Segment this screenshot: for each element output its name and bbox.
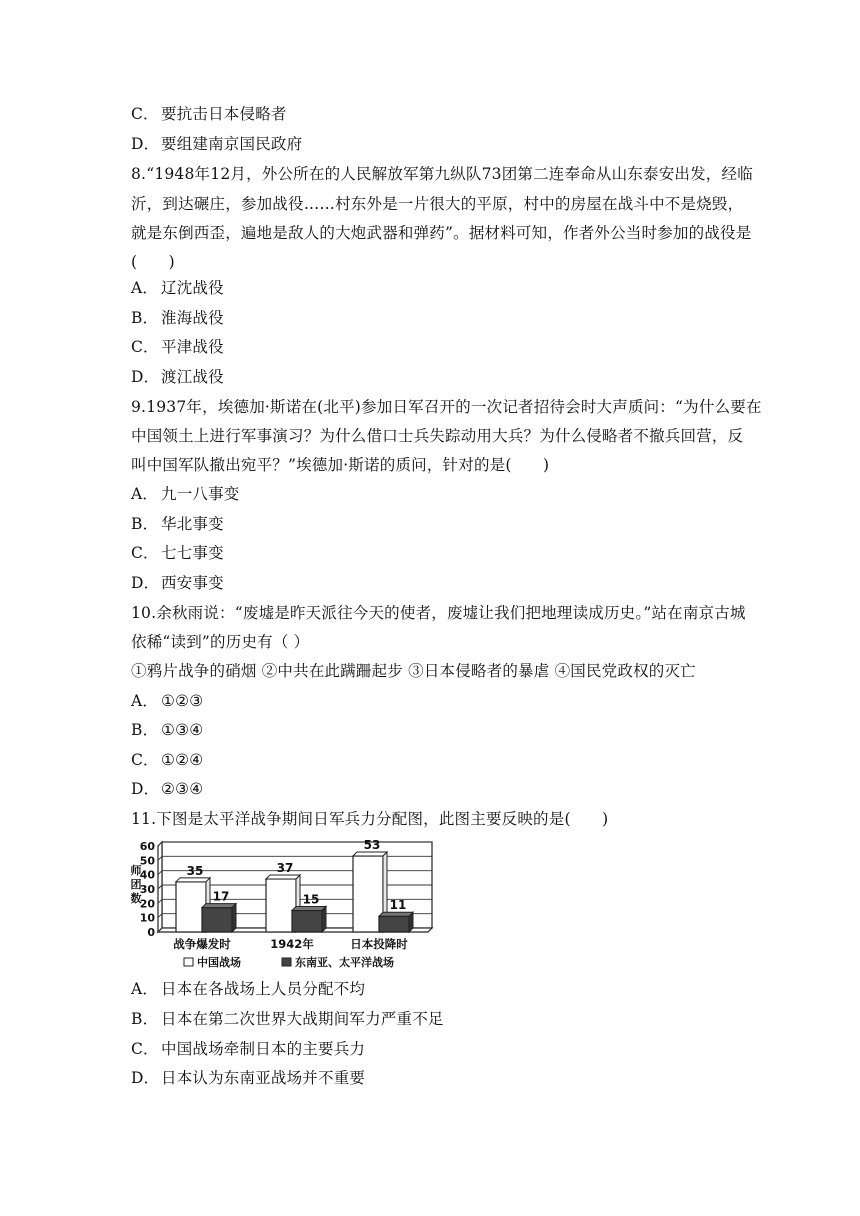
y-axis-label-char: 团 <box>130 878 142 891</box>
q10-option-b: B． ①③④ <box>131 721 204 739</box>
q10-option-a: A． ①②③ <box>131 692 204 710</box>
q9-option-a: A． 九一八事变 <box>131 485 240 503</box>
bar-side <box>322 907 326 933</box>
y-tick-label: 60 <box>139 840 155 853</box>
q8-stem-line-2: 沂，到达碾庄，参加战役……村东外是一片很大的平原，村中的房屋在战斗中不是烧毁， <box>131 195 744 213</box>
bar-pacific <box>292 911 322 933</box>
q9-stem-line-1: 9.1937年，埃德加·斯诺在(北平)参加日军召开的一次记者招待会时大声质问：“为什么要在 <box>131 398 762 416</box>
q11-option-c: C． 中国战场牵制日本的主要兵力 <box>131 1040 366 1058</box>
legend-label: 东南亚、太平洋战场 <box>295 956 394 969</box>
bar-value-label: 17 <box>212 889 230 904</box>
q8-stem-line-1: 8.“1948年12月，外公所在的人民解放军第九纵队73团第二连奉命从山东泰安出发，经临 <box>131 165 753 183</box>
legend-swatch <box>282 958 291 966</box>
q8-option-c: C． 平津战役 <box>131 338 224 356</box>
bar-top <box>353 852 387 856</box>
q10-stem-line-3: ①鸦片战争的硝烟 ②中共在此蹒跚起步 ③日本侵略者的暴虐 ④国民党政权的灭亡 <box>131 662 696 680</box>
q9-option-d: D． 西安事变 <box>131 574 224 592</box>
q8-option-d: D． 渡江战役 <box>131 368 224 386</box>
q8-option-b: B． 淮海战役 <box>131 309 224 327</box>
y-tick-label: 30 <box>139 883 155 896</box>
y-tick-label: 20 <box>139 897 155 911</box>
bar-value-label: 35 <box>186 863 204 878</box>
q11-option-b: B． 日本在第二次世界大战期间军力严重不足 <box>131 1010 444 1028</box>
q10-option-d: D． ②③④ <box>131 780 204 798</box>
bar-value-label: 53 <box>363 838 381 853</box>
q10-stem-line-1: 10.余秋雨说：“废墟是昨天派往今天的使者，废墟让我们把地理读成历史。”站在南京古城 <box>131 604 746 622</box>
legend-label: 中国战场 <box>197 956 241 969</box>
q9-option-c: C． 七七事变 <box>131 544 224 562</box>
bar-pacific <box>379 916 409 932</box>
y-axis-label-char: 数 <box>130 892 142 905</box>
x-category-label: 日本投降时 <box>350 937 408 951</box>
bar-top <box>266 875 300 879</box>
troop-distribution-chart <box>128 838 448 974</box>
q7-option-d: D． 要组建南京国民政府 <box>131 135 303 153</box>
q11-option-d: D． 日本认为东南亚战场并不重要 <box>131 1069 366 1087</box>
q11-stem-line-1: 11.下图是太平洋战争期间日军兵力分配图，此图主要反映的是( ) <box>131 810 609 828</box>
bar-top <box>379 912 413 916</box>
y-tick-label: 50 <box>139 854 155 868</box>
bar-side <box>232 904 236 932</box>
q8-option-a: A． 辽沈战役 <box>131 279 224 297</box>
bar-top <box>176 878 210 882</box>
bar-top <box>202 904 236 908</box>
bar-value-label: 11 <box>389 898 407 913</box>
bar-side <box>409 912 413 932</box>
y-tick-label: 0 <box>147 926 155 939</box>
x-category-label: 战争爆发时 <box>173 937 231 951</box>
q9-stem-line-2: 中国领土上进行军事演习？为什么借口士兵失踪动用大兵？为什么侵略者不撤兵回营，反 <box>131 427 744 445</box>
q7-option-c: C． 要抗击日本侵略者 <box>131 105 287 123</box>
bar-value-label: 37 <box>276 860 294 875</box>
bar-pacific <box>202 908 232 932</box>
q11-option-a: A． 日本在各战场上人员分配不均 <box>131 980 366 998</box>
bar-chart-svg <box>128 838 448 974</box>
x-category-label: 1942年 <box>270 937 314 951</box>
q9-option-b: B． 华北事变 <box>131 515 224 533</box>
legend-swatch <box>184 958 193 966</box>
bar-top <box>292 907 326 911</box>
y-tick-label: 10 <box>139 911 155 925</box>
q10-option-c: C． ①②④ <box>131 751 204 769</box>
bar-value-label: 15 <box>302 892 320 907</box>
q8-stem-line-4: ( ) <box>131 253 175 271</box>
q9-stem-line-3: 叫中国军队撤出宛平？”埃德加·斯诺的质问，针对的是( ) <box>131 456 550 474</box>
y-axis-label-char: 师 <box>130 864 142 877</box>
q10-stem-line-2: 依稀“读到”的历史有（ ） <box>131 633 310 651</box>
q8-stem-line-3: 就是东倒西歪，遍地是敌人的大炮武器和弹药”。据材料可知，作者外公当时参加的战役是 <box>131 224 752 242</box>
y-tick-label: 40 <box>139 868 155 882</box>
